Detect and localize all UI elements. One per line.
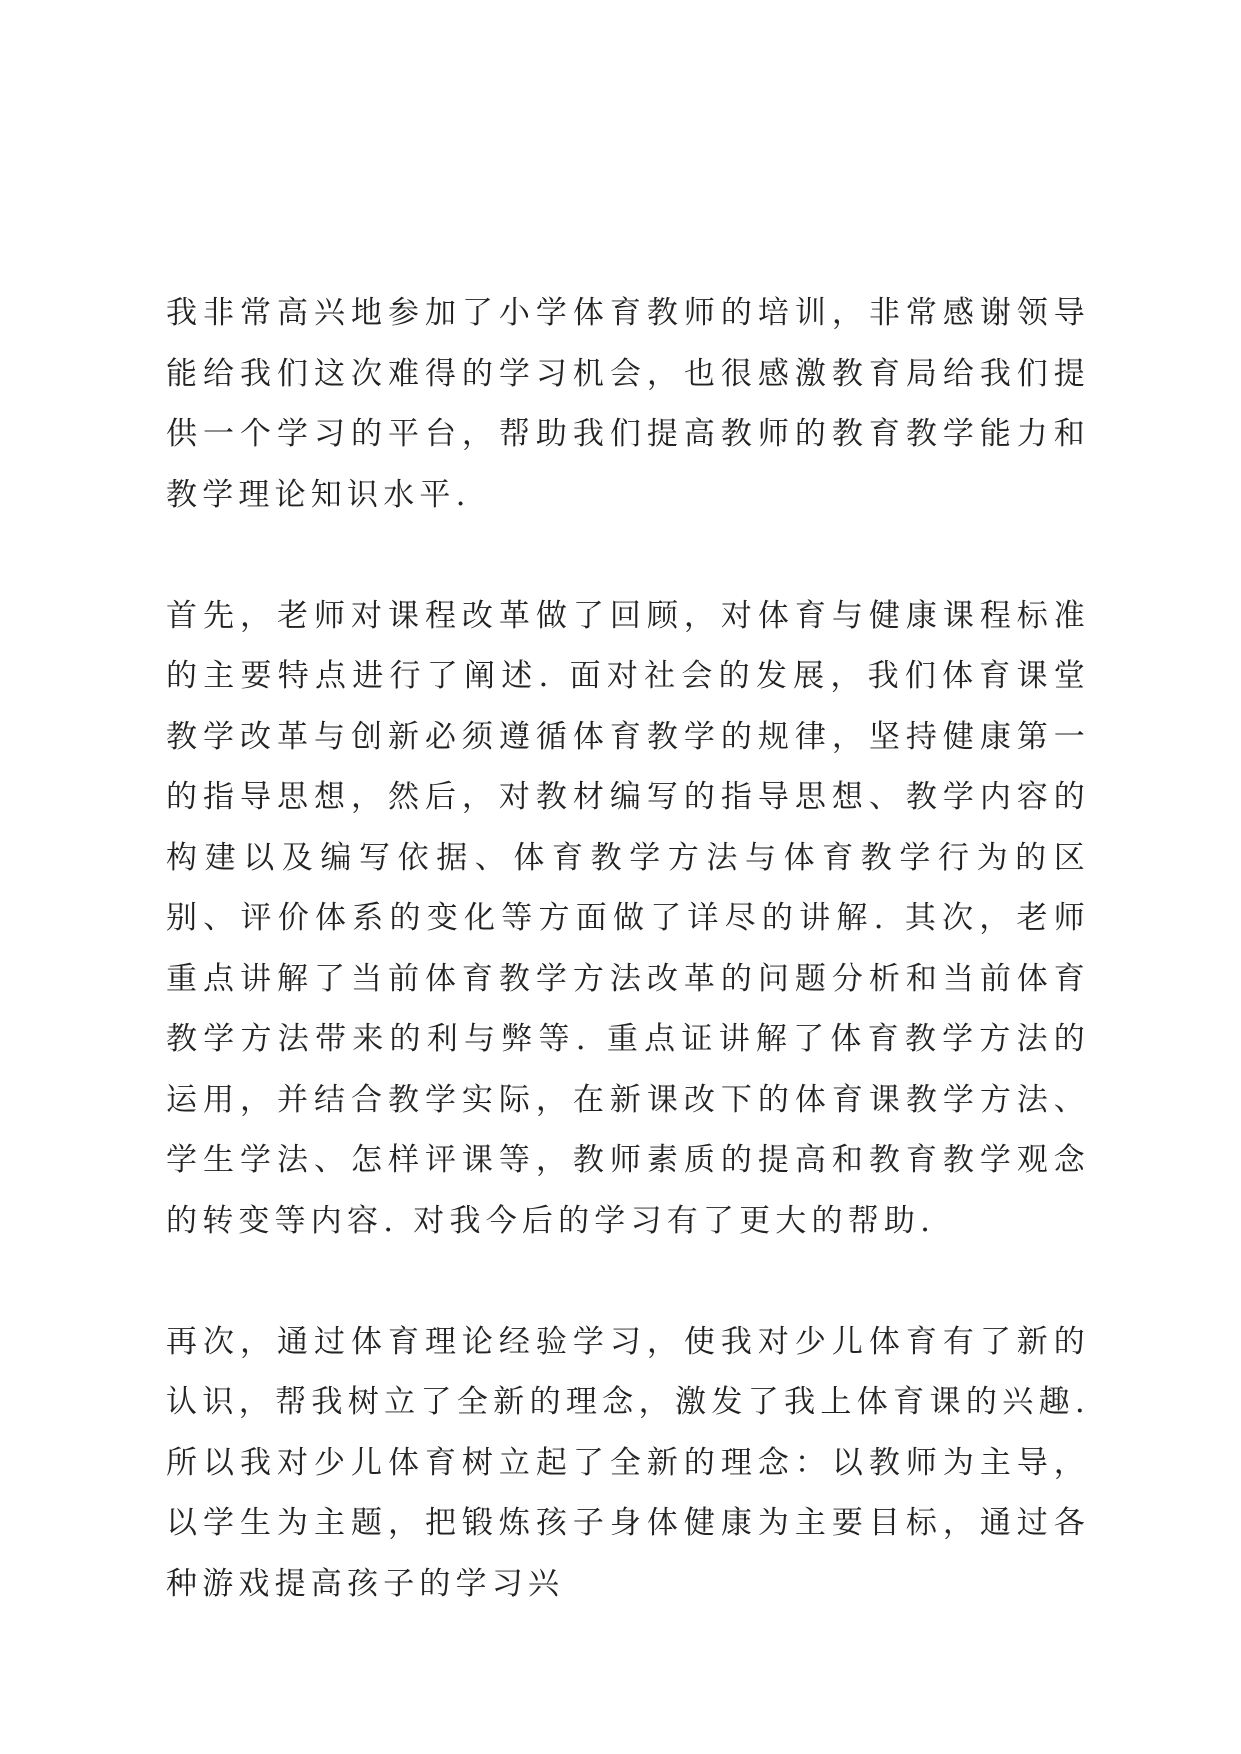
paragraph-gap <box>166 525 1090 586</box>
document-body <box>166 283 1090 1614</box>
paragraph-3: 再次，通过体育理论经验学习，使我对少儿体育有了新的认识，帮我树立了全新的理念，激发了我上体育课的兴趣. 所以我对少儿体育树立起了全新的理念：以教师为主导，以学生为主题，把锻炼孩子身体健康为主要目标，通过各种游戏提高孩子的学习兴 <box>166 1323 1090 1602</box>
paragraph-1: 我非常高兴地参加了小学体育教师的培训，非常感谢领导能给我们这次难得的学习机会，也很感激教育局给我们提供一个学习的平台，帮助我们提高教师的教育教学能力和教学理论知识水平. <box>166 295 1090 513</box>
paragraph-gap <box>166 1251 1090 1312</box>
paragraph-2: 首先，老师对课程改革做了回顾，对体育与健康课程标准的主要特点进行了阐述. 面对社会的发展，我们体育课堂教学改革与创新必须遵循体育教学的规律，坚持健康第一的指导思想，然后，对教材编写的指导思想、教学内容的构建以及编写依据、体育教学方法与体育教学行为的区别、评价体系的变化等方面做了详尽的讲解. 其次，老师重点讲解了当前体育教学方法改革的问题分析和当前体育教学方法带来的利与弊等. 重点证讲解了体育教学方法的运用，并结合教学实际，在新课改下的体育课教学方法、学生学法、怎样评课等，教师素质的提高和教育教学观念的转变等内容. 对我今后的学习有了更大的帮助. <box>166 597 1090 1239</box>
